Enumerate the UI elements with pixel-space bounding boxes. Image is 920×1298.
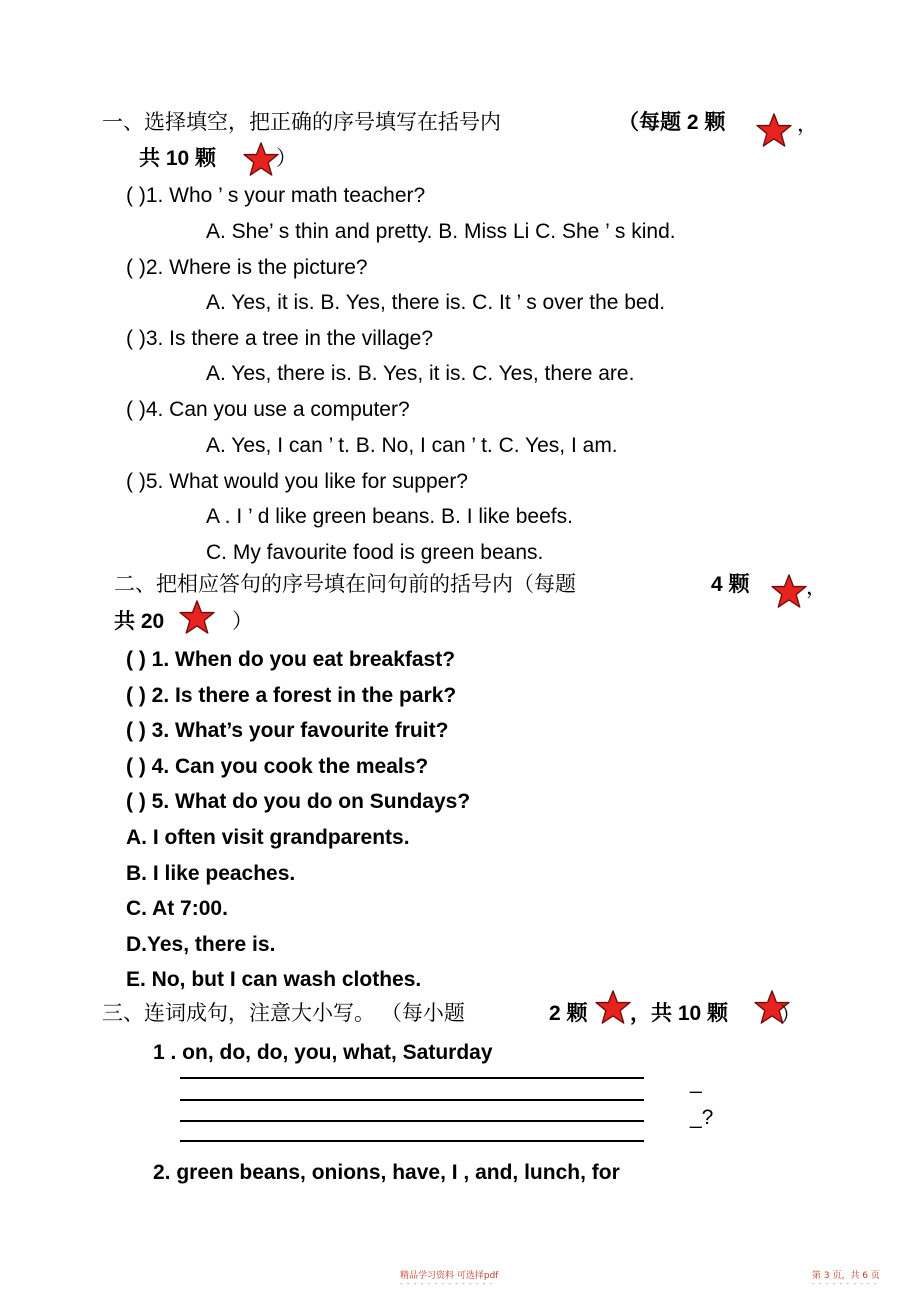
question-options: A. Yes, I can ’ t. B. No, I can ’ t. C. Yes, I am. — [206, 434, 618, 457]
answer-line — [180, 1120, 644, 1122]
question-stem: ( )2. Where is the picture? — [126, 256, 368, 279]
answer-mark: _? — [690, 1106, 714, 1129]
footer-dots-left: - - - - - - - - - - - - - - — [400, 1279, 494, 1288]
star-icon — [243, 142, 279, 176]
section1-heading-close: ） — [276, 147, 297, 170]
section2-heading-score: 4 颗 — [711, 573, 750, 596]
match-question: ( ) 5. What do you do on Sundays? — [126, 790, 471, 813]
question-stem: ( )4. Can you use a computer? — [126, 398, 410, 421]
section2-heading-close: ） — [232, 610, 253, 633]
footer-dots-right: - - - - - - - - - - — [812, 1279, 878, 1288]
question-stem: ( )3. Is there a tree in the village? — [126, 327, 433, 350]
question-options: A . I ’ d like green beans. B. I like beefs. — [206, 505, 573, 528]
question-options: A. Yes, it is. B. Yes, there is. C. It ’ s over the bed. — [206, 291, 666, 314]
star-icon — [756, 113, 792, 147]
page-number: 第 3 页，共 6 页 — [812, 1271, 880, 1281]
section3-heading-close: ） — [780, 1004, 801, 1027]
question-stem: ( )1. Who ’ s your math teacher? — [126, 184, 426, 207]
question-options: A. Yes, there is. B. Yes, it is. C. Yes, there are. — [206, 362, 635, 385]
answer-line — [180, 1077, 644, 1079]
match-question: ( ) 1. When do you eat breakfast? — [126, 648, 456, 671]
match-answer: C. At 7:00. — [126, 897, 228, 920]
section1-heading-text: 一、选择填空，把正确的序号填写在括号内 — [102, 111, 501, 134]
reorder-question: 1 . on, do, do, you, what, Saturday — [153, 1041, 493, 1064]
answer-line — [180, 1099, 644, 1101]
section1-heading-score: （每题 2 颗 — [618, 111, 726, 134]
footer-left: 精品学习资料 可选择pdf — [400, 1271, 499, 1281]
section1-heading-comma: ， — [797, 113, 818, 136]
match-question: ( ) 3. What’s your favourite fruit? — [126, 719, 449, 742]
section2-heading-total: 共 20 — [114, 610, 165, 633]
star-icon — [595, 990, 631, 1024]
star-icon — [179, 600, 215, 634]
match-answer: D.Yes, there is. — [126, 933, 276, 956]
match-answer: A. I often visit grandparents. — [126, 826, 410, 849]
match-answer: E. No, but I can wash clothes. — [126, 968, 422, 991]
section1-heading — [102, 110, 501, 136]
question-options: A. She’ s thin and pretty. B. Miss Li C. She ’ s kind. — [206, 220, 676, 243]
reorder-question: 2. green beans, onions, have, I , and, lunch, for — [153, 1161, 620, 1184]
section3-heading: 三、连词成句，注意大小写。 （每小题 — [102, 1002, 465, 1025]
answer-mark: _ — [690, 1071, 702, 1094]
section2-heading-comma: ， — [806, 576, 827, 599]
star-icon — [771, 574, 807, 608]
match-question: ( ) 4. Can you cook the meals? — [126, 755, 429, 778]
question-stem: ( )5. What would you like for supper? — [126, 470, 468, 493]
section2-heading: 二、把相应答句的序号填在问句前的括号内（每题 — [114, 573, 576, 596]
section1-heading-total: 共 10 颗 — [139, 147, 217, 170]
answer-line — [180, 1140, 644, 1142]
match-answer: B. I like peaches. — [126, 862, 296, 885]
match-question: ( ) 2. Is there a forest in the park? — [126, 684, 457, 707]
question-options: C. My favourite food is green beans. — [206, 541, 544, 564]
section3-heading-score: 2 颗 — [549, 1002, 588, 1025]
section3-heading-total: ，共 10 颗 — [630, 1002, 729, 1025]
